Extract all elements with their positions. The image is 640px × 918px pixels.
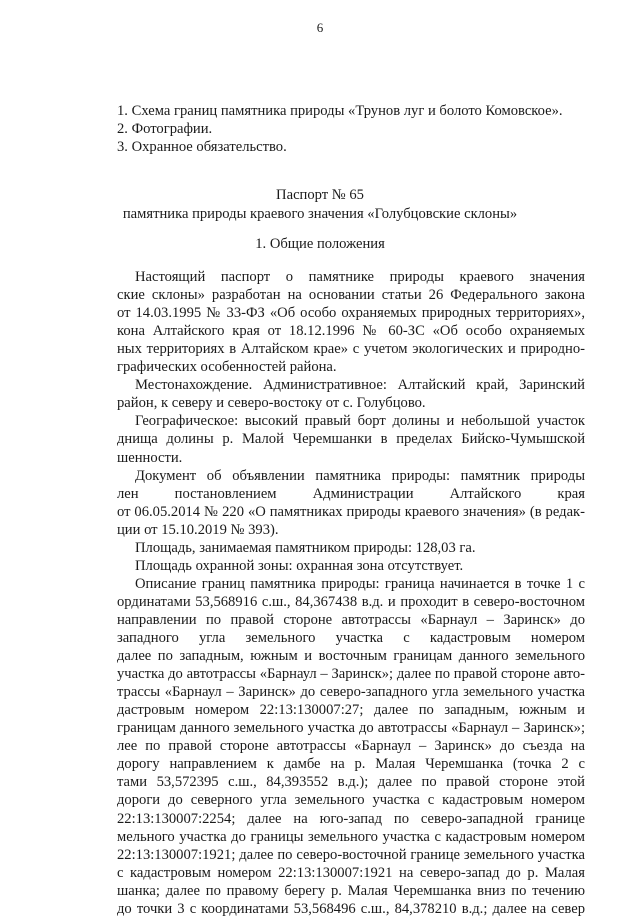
body-line: ские склоны» разработан на основании статьи 26 Федерального закона [117, 287, 585, 303]
passport-subtitle: памятника природы краевого значения «Голубцовские склоны» [122, 206, 518, 222]
body-line: Документ об объявлении памятника природы: памятник природы [135, 468, 585, 484]
attachment-item-1: 1. Схема границ памятника природы «Трунов луг и болото Комовское». [117, 103, 563, 119]
body-line: ординатами 53,568916 с.ш., 84,367438 в.д. и проходит в северо-восточном [117, 594, 585, 610]
body-line: ных территориях в Алтайском крае» с учетом экологических и природно- [117, 341, 585, 357]
body-line: дастровым номером 22:13:130007:27; далее по западным, южным и [117, 702, 585, 718]
body-line: Площадь, занимаемая памятником природы: 128,03 га. [135, 540, 476, 556]
body-line: кона Алтайского края от 18.12.1996 № 60-ЗС «Об особо охраняемых [117, 323, 585, 339]
body-line: трассы «Барнаул – Заринск» до северо-западного угла земельного участка [117, 684, 585, 700]
body-line: 22:13:130007:1921; далее по северо-восточной границе земельного участка [117, 847, 585, 863]
page-number: 6 [316, 20, 324, 35]
body-line: с кадастровым номером 22:13:130007:1921 на северо-запад до р. Малая [117, 865, 585, 881]
body-line: от 14.03.1995 № 33-ФЗ «Об особо охраняемых природных территориях», [117, 305, 585, 321]
body-line: Местонахождение. Административное: Алтайский край, Заринский [135, 377, 585, 393]
body-line: участка до автотрассы «Барнаул – Заринск»; далее по правой стороне авто- [117, 666, 585, 682]
body-line: графических особенностей района. [117, 359, 337, 375]
body-line: до точки 3 с координатами 53,568496 с.ш., 84,378210 в.д.; далее на север [117, 901, 585, 917]
body-line: Описание границ памятника природы: граница начинается в точке 1 с [135, 576, 585, 592]
body-line: мельного участка до границы земельного участка с кадастровым номером [117, 829, 585, 845]
body-line: шенности. [117, 450, 183, 466]
body-line: днища долины р. Малой Черемшанки в пределах Бийско-Чумышской [117, 431, 585, 447]
body-line: ции от 15.10.2019 № 393). [117, 522, 279, 538]
body-line: границам данного земельного участка до автотрассы «Барнаул – Заринск»; [117, 720, 585, 736]
body-line: тами 53,572395 с.ш., 84,393552 в.д.); далее по правой стороне этой [117, 774, 585, 790]
attachment-item-3: 3. Охранное обязательство. [117, 139, 287, 155]
body-line: 22:13:130007:2254; далее на юго-запад по северо-западной границе [117, 811, 585, 827]
body-line: Географическое: высокий правый борт долины и небольшой участок [135, 413, 585, 429]
attachment-item-2: 2. Фотографии. [117, 121, 213, 137]
body-line: западного угла земельного участка с кадастровым номером [117, 630, 585, 646]
passport-title: Паспорт № 65 [276, 187, 364, 203]
body-line: лен постановлением Администрации Алтайского края [117, 486, 585, 502]
body-line: лее по правой стороне автотрассы «Барнаул – Заринск» до съезда на [117, 738, 585, 754]
body-line: Площадь охранной зоны: охранная зона отсутствует. [135, 558, 464, 574]
body-line: шанка; далее по правому берегу р. Малая Черемшанка вниз по течению [117, 883, 585, 899]
body-line: дороги до северного угла земельного участка с кадастровым номером [117, 792, 585, 808]
body-line: дорогу направлением к дамбе на р. Малая Черемшанка (точка 2 с [117, 756, 585, 772]
body-line: от 06.05.2014 № 220 «О памятниках природы краевого значения» (в редак- [117, 504, 585, 520]
body-line: далее по западным, южным и восточным границам данного земельного [117, 648, 585, 664]
body-line: район, к северу и северо-востоку от с. Голубцово. [117, 395, 426, 411]
body-line: Настоящий паспорт о памятнике природы краевого значения [135, 269, 585, 285]
section-heading: 1. Общие положения [255, 236, 385, 252]
body-line: направлении по правой стороне автотрассы «Барнаул – Заринск» до [117, 612, 585, 628]
